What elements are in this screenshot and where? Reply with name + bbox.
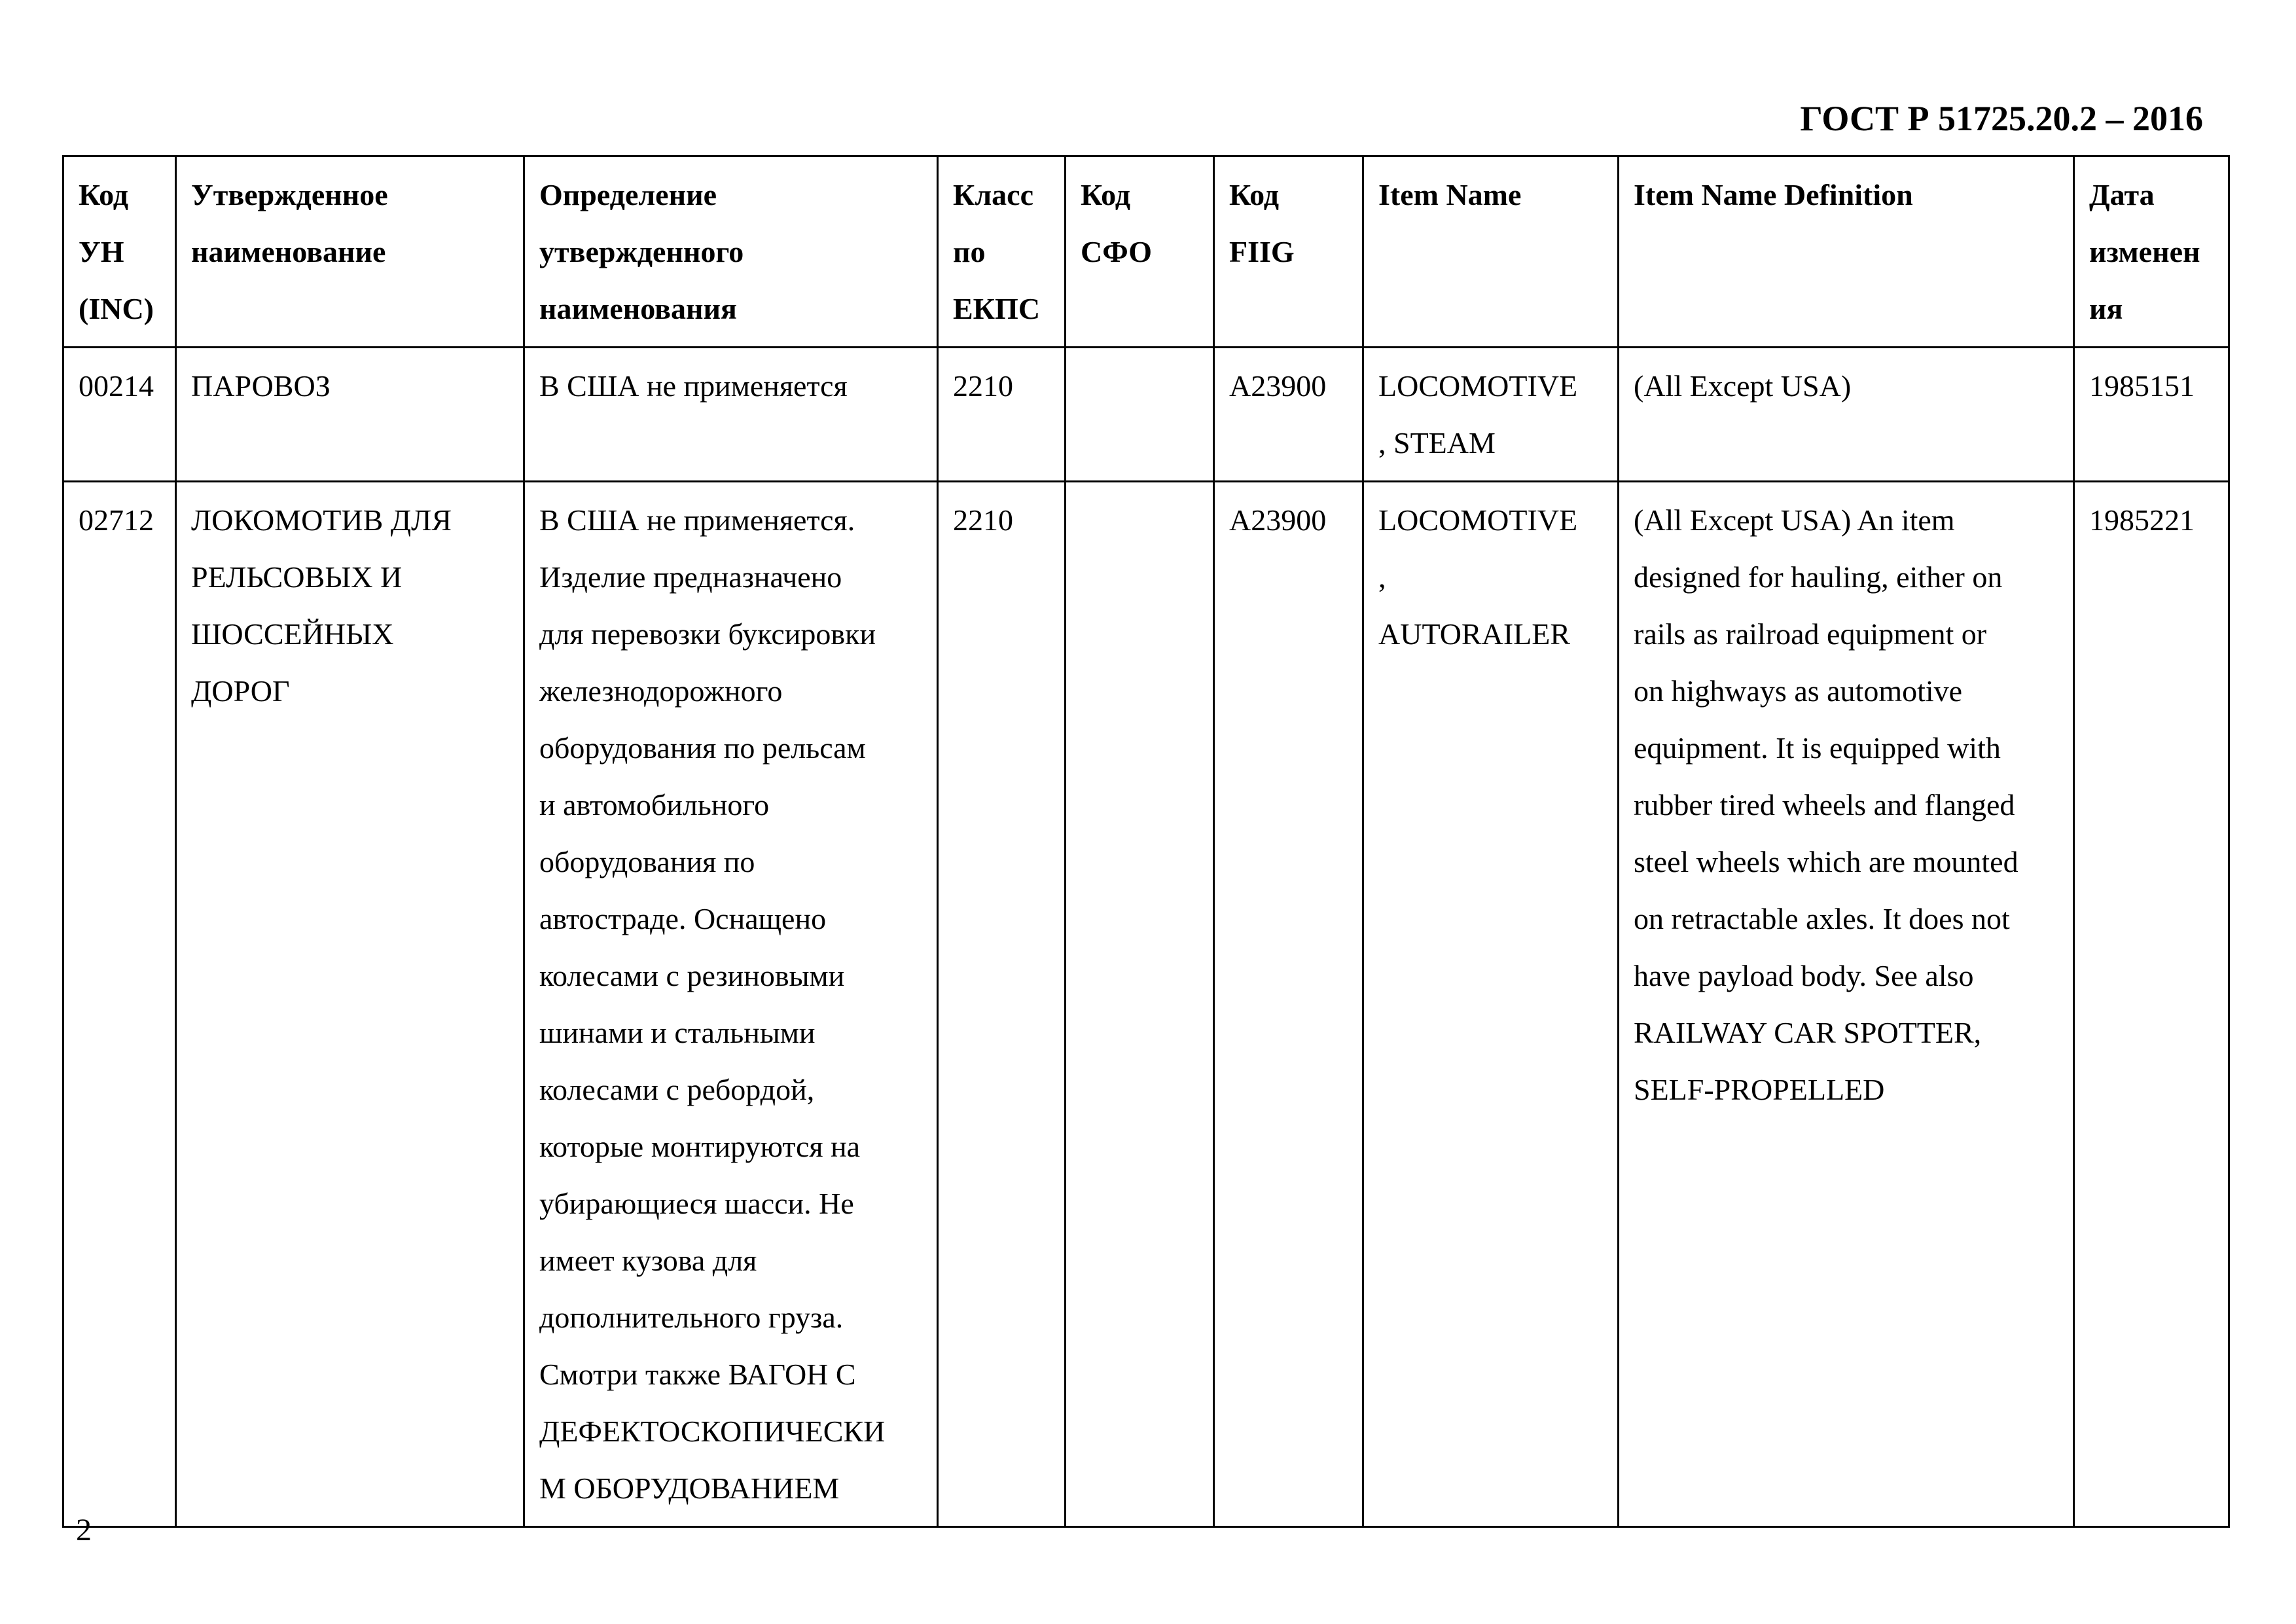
table-row bbox=[63, 482, 2229, 1527]
cell-sfo-code bbox=[1066, 482, 1214, 1527]
header-item-name-definition: Item Name Definition bbox=[1619, 156, 2074, 348]
header-ekps-class: Класс по ЕКПС bbox=[938, 156, 1066, 348]
header-change-date: Дата изменен ия bbox=[2074, 156, 2229, 348]
table-row bbox=[63, 348, 2229, 482]
cell-item-name: LOCOMOTIVE , STEAM bbox=[1363, 348, 1619, 482]
cell-inc: 00214 bbox=[63, 348, 176, 482]
table-header-row bbox=[63, 156, 2229, 348]
cell-ekps-class: 2210 bbox=[938, 482, 1066, 1527]
cell-approved-name-definition: В США не применяется. Изделие предназначено для перевозки буксировки железнодорожного оборудования по рельсам и автомобильного оборудования по автостраде. Оснащено колесами с резиновыми шинами и стальными колесами с ребордой, которые монтируются на убирающиеся шасси. Не имеет кузова для дополнительного груза. Смотри также ВАГОН С ДЕФЕКТОСКОПИЧЕСКИ М ОБОРУДОВАНИЕМ bbox=[524, 482, 938, 1527]
header-fiig-code: Код FIIG bbox=[1214, 156, 1363, 348]
header-approved-name: Утвержденное наименование bbox=[176, 156, 524, 348]
cell-approved-name: ЛОКОМОТИВ ДЛЯ РЕЛЬСОВЫХ И ШОССЕЙНЫХ ДОРОГ bbox=[176, 482, 524, 1527]
cell-fiig-code: A23900 bbox=[1214, 482, 1363, 1527]
cell-inc: 02712 bbox=[63, 482, 176, 1527]
cell-change-date: 1985221 bbox=[2074, 482, 2229, 1527]
page-number: 2 bbox=[76, 1513, 92, 1547]
header-inc: Код УН (INC) bbox=[63, 156, 176, 348]
header-sfo-code: Код СФО bbox=[1066, 156, 1214, 348]
cell-item-name-definition: (All Except USA) bbox=[1619, 348, 2074, 482]
cell-approved-name-definition: В США не применяется bbox=[524, 348, 938, 482]
header-approved-name-definition: Определение утвержденного наименования bbox=[524, 156, 938, 348]
header-item-name: Item Name bbox=[1363, 156, 1619, 348]
items-table bbox=[62, 155, 2230, 1528]
cell-approved-name: ПАРОВОЗ bbox=[176, 348, 524, 482]
cell-sfo-code bbox=[1066, 348, 1214, 482]
cell-change-date: 1985151 bbox=[2074, 348, 2229, 482]
cell-ekps-class: 2210 bbox=[938, 348, 1066, 482]
cell-item-name-definition: (All Except USA) An item designed for hauling, either on rails as railroad equipment or on highways as automotive equipment. It is equipped with rubber tired wheels and flanged steel wheels which are mounted on retractable axles. It does not have payload body. See also RAILWAY CAR SPOTTER, SELF-PROPELLED bbox=[1619, 482, 2074, 1527]
cell-fiig-code: A23900 bbox=[1214, 348, 1363, 482]
cell-item-name: LOCOMOTIVE , AUTORAILER bbox=[1363, 482, 1619, 1527]
standard-code-header: ГОСТ Р 51725.20.2 – 2016 bbox=[1800, 99, 2203, 138]
